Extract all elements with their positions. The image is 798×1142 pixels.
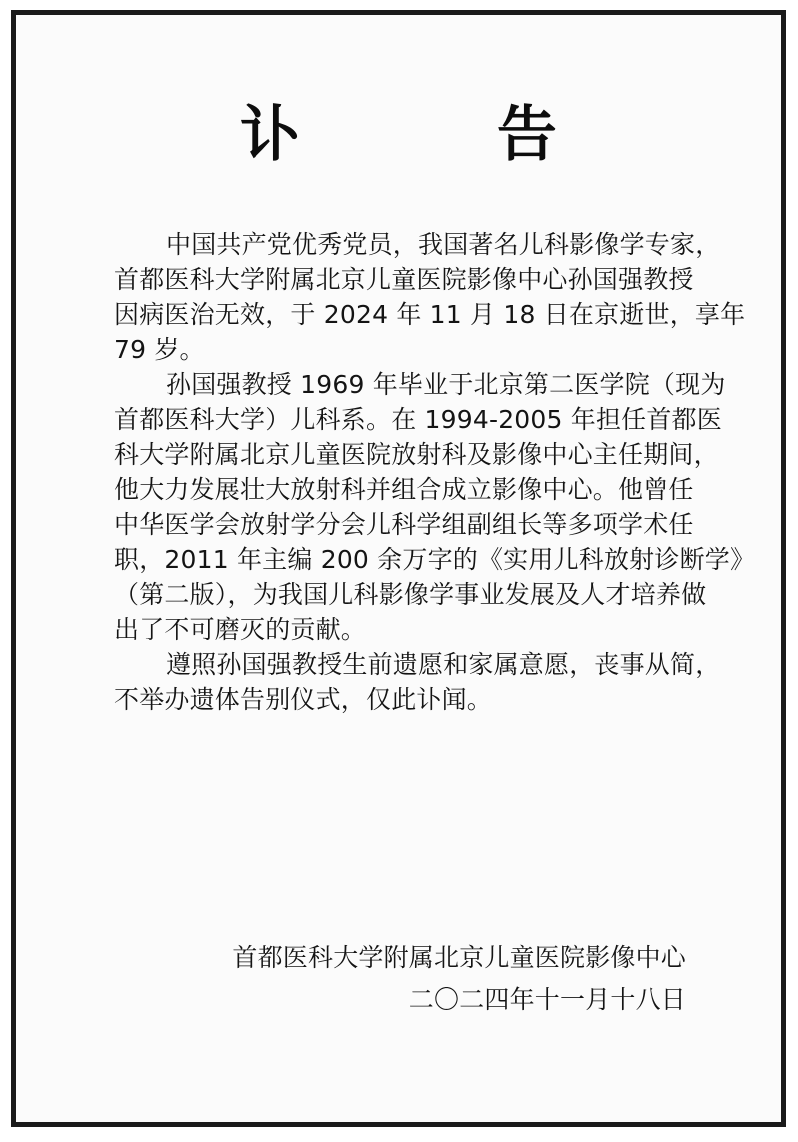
paragraph-line: 首都医科大学）儿科系。在 1994-2005 年担任首都医 <box>114 405 722 434</box>
paragraph-line: 孙国强教授 1969 年毕业于北京第二医学院（现为 <box>166 370 726 399</box>
paragraph-line: 因病医治无效，于 2024 年 11 月 18 日在京逝世，享年 <box>114 300 746 329</box>
paragraph-line: 中华医学会放射学分会儿科学组副组长等多项学术任 <box>114 510 694 539</box>
paragraph-2 <box>114 367 756 647</box>
paragraph-line: 首都医科大学附属北京儿童医院影像中心孙国强教授 <box>114 265 694 294</box>
obituary-frame <box>11 10 786 1127</box>
paragraph-line: 职，2011 年主编 200 余万字的《实用儿科放射诊断学》 <box>114 545 756 574</box>
signature-date: 二〇二四年十一月十八日 <box>408 985 686 1014</box>
paragraph-line: 遵照孙国强教授生前遗愿和家属意愿，丧事从简， <box>166 650 721 679</box>
obituary-title: 讣 告 <box>240 100 645 170</box>
paragraph-line: 出了不可磨灭的贡献。 <box>114 615 367 644</box>
paragraph-line: 中国共产党优秀党员，我国著名儿科影像学专家， <box>166 230 721 259</box>
paragraph-3 <box>114 647 721 717</box>
paragraph-line: 他大力发展壮大放射科并组合成立影像中心。他曾任 <box>114 475 694 504</box>
paragraph-line: 79 岁。 <box>114 335 205 364</box>
paragraph-1 <box>114 227 746 367</box>
obituary-body <box>114 227 756 717</box>
paragraph-line: 不举办遗体告别仪式，仅此讣闻。 <box>114 685 493 714</box>
signature-organization: 首都医科大学附属北京儿童医院影像中心 <box>232 943 686 972</box>
signature-block <box>232 937 686 1021</box>
paragraph-line: （第二版），为我国儿科影像学事业发展及人才培养做 <box>114 580 707 609</box>
paragraph-line: 科大学附属北京儿童医院放射科及影像中心主任期间， <box>114 440 719 469</box>
